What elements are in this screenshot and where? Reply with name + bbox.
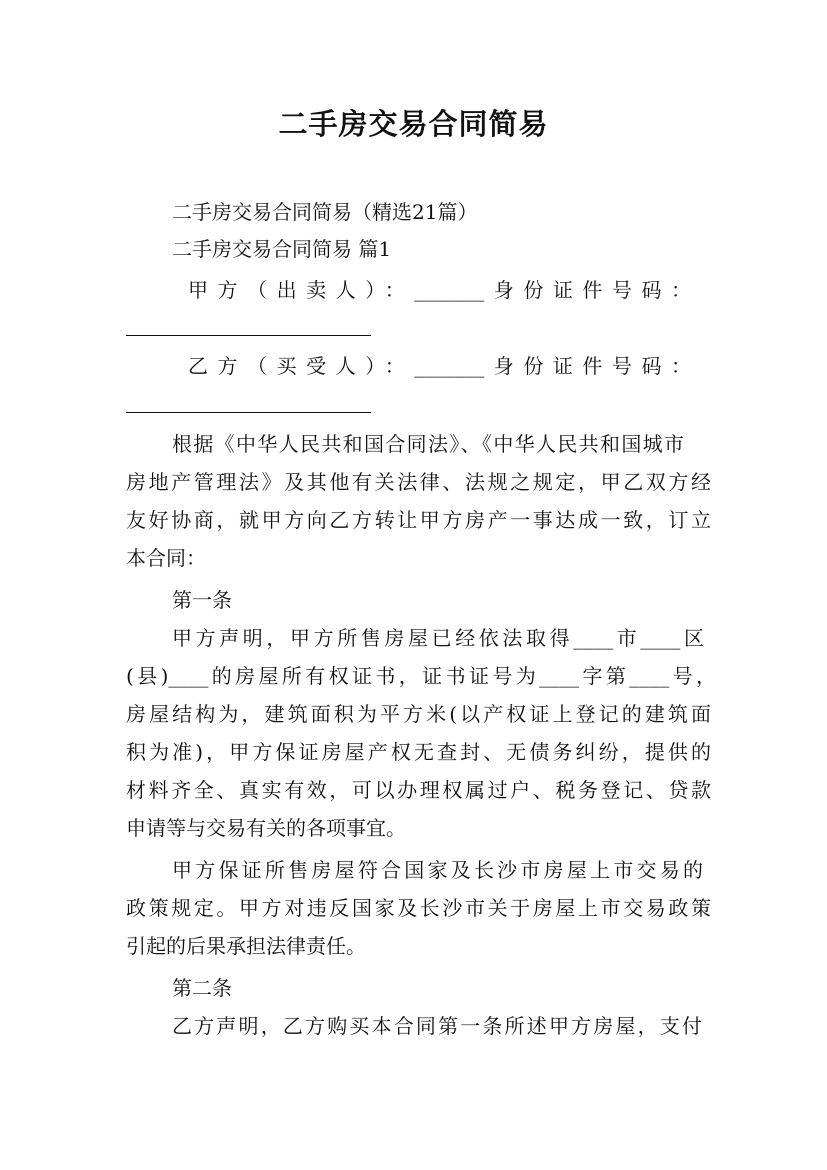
paragraph-line: 根据《中华人民共和国合同法》、《中华人民共和国城市 [172,432,684,456]
paragraph-line: 引起的后果承担法律责任。 [126,934,366,958]
paragraph-line: 房屋结构为，建筑面积为平方米(以产权证上登记的建筑面 [126,702,711,726]
paragraph-line: 乙方声明，乙方购买本合同第一条所述甲方房屋，支付 [172,1014,702,1038]
section-title: 二手房交易合同简易 篇1 [172,237,392,261]
paragraph-line: 政策规定。甲方对违反国家及长沙市关于房屋上市交易政策 [126,896,711,920]
document-title: 二手房交易合同简易 [278,107,549,141]
paragraph-line: 本合同： [126,546,206,570]
party-b-line: 乙方（买受人）：_______身份证件号码： [188,354,691,378]
party-b-id-blank [126,412,371,413]
paragraph-line: 积为准)，甲方保证房屋产权无查封、无债务纠纷，提供的 [126,740,711,764]
paragraph-line: 友好协商，就甲方向乙方转让甲方房产一事达成一致，订立 [126,508,711,532]
article-1-heading: 第一条 [172,588,232,612]
paragraph-line: 甲方保证所售房屋符合国家及长沙市房屋上市交易的 [172,858,703,882]
paragraph-line: 申请等与交易有关的各项事宜。 [126,816,406,840]
paragraph-line: 材料齐全、真实有效，可以办理权属过户、税务登记、贷款 [126,778,711,802]
paragraph-line: (县)____的房屋所有权证书，证书证号为____字第____号， [126,664,716,688]
document-subtitle: 二手房交易合同简易（精选21篇） [172,200,478,224]
party-a-id-blank [126,335,371,336]
party-a-line: 甲方（出卖人）：_______身份证件号码： [188,278,691,302]
article-2-heading: 第二条 [172,976,232,1000]
paragraph-line: 房地产管理法》及其他有关法律、法规之规定，甲乙双方经 [126,470,711,494]
paragraph-line: 甲方声明，甲方所售房屋已经依法取得____市____区 [172,626,704,650]
